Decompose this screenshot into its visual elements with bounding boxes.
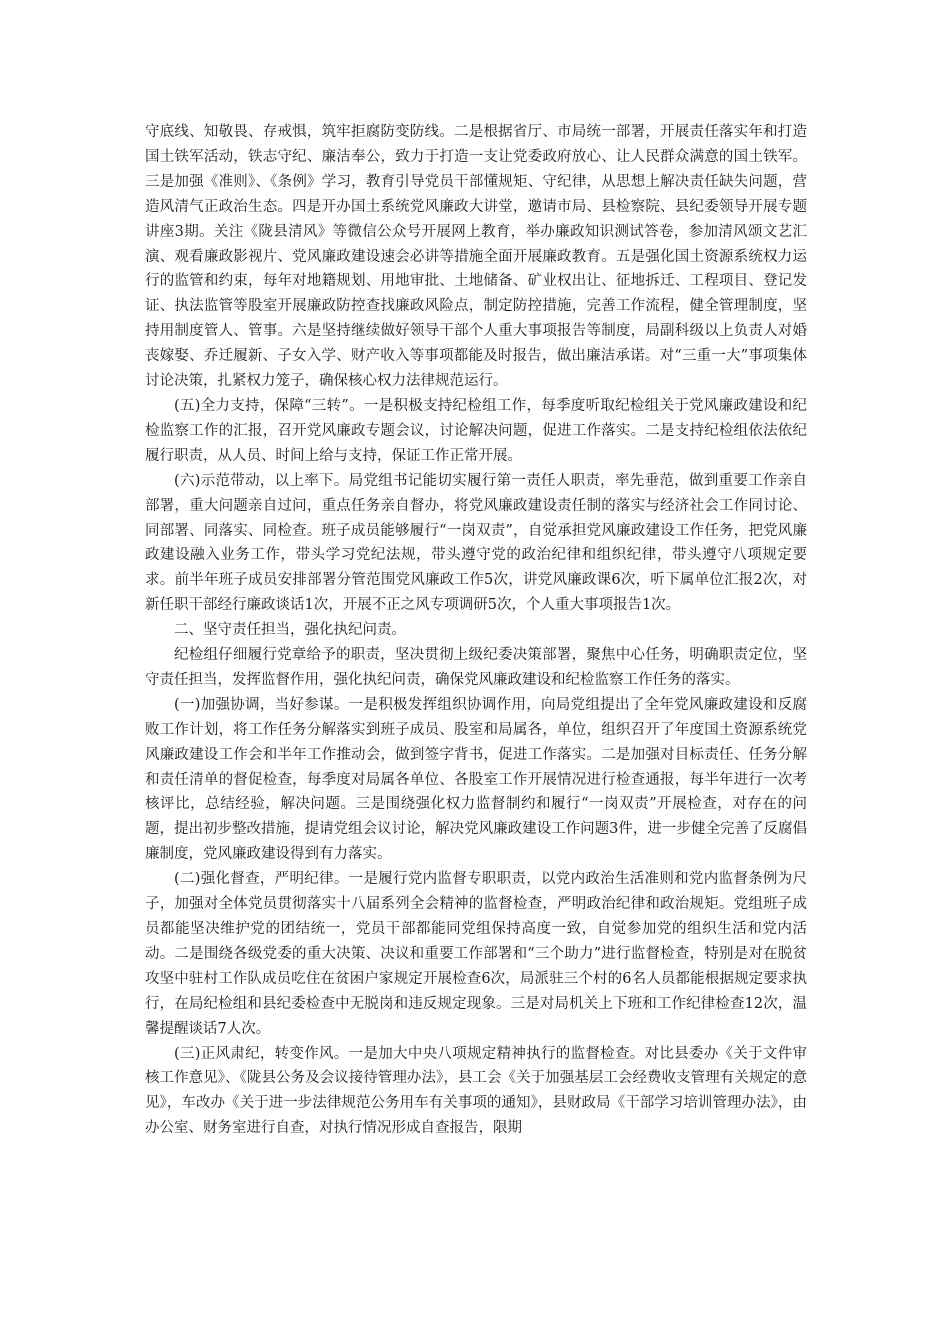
- section-heading-2: 二、坚守责任担当，强化执纪问责。: [174, 622, 406, 639]
- paragraph-section-5: (五)全力支持，保障“三转”。一是积极支持纪检组工作，每季度听取纪检组关于党风廉政建设和纪检监察工作的汇报，召开党风廉政专题会议，讨论解决问题，促进工作落实。二是支持纪检组依法依纪履行职责，从人员、时间上给与支持，保证工作正常开展。: [145, 397, 807, 464]
- paragraph-subsection-1: (一)加强协调，当好参谋。一是积极发挥组织协调作用，向局党组提出了全年党风廉政建设和反腐败工作计划，将工作任务分解落实到班子成员、股室和局属各，单位，组织召开了年度国土资源系统党风廉政建设工作会和半年工作推动会，做到签字背书，促进工作落实。二是加强对目标责任、任务分解和责任清单的督促检查，每季度对局属各单位、各股室工作开展情况进行检查通报，每半年进行一次考核评比，总结经验，解决问题。三是围绕强化权力监督制约和履行“一岗双责”开展检查，对存在的问题，提出初步整改措施，提请党组会议讨论，解决党风廉政建设工作问题3件，进一步健全完善了反腐倡廉制度，党风廉政建设得到有力落实。: [145, 696, 807, 863]
- paragraph-subsection-3: (三)正风肃纪，转变作风。一是加大中央八项规定精神执行的监督检查。对比县委办《关于文件审核工作意见》、《陇县公务及会议接待管理办法》，县工会《关于加强基层工会经费收支管理有关规定的意见》，车改办《关于进一步法律规范公务用车有关事项的通知》，县财政局《干部学习培训管理办法》，由办公室、财务室进行自查，对执行情况形成自查报告，限期: [145, 1045, 807, 1137]
- paragraph-section-6: (六)示范带动，以上率下。局党组书记能切实履行第一责任人职责，率先垂范，做到重要工作亲自部署，重大问题亲自过问，重点任务亲自督办，将党风廉政建设责任制的落实与经济社会工作同讨论、同部署、同落实、同检查。班子成员能够履行“一岗双责”，自觉承担党风廉政建设工作任务，把党风廉政建设融入业务工作，带头学习党纪法规，带头遵守党的政治纪律和组织纪律，带头遵守八项规定要求。前半年班子成员安排部署分管范围党风廉政工作5次，讲党风廉政课6次，听下属单位汇报2次，对新任职干部经行廉政谈话1次，开展不正之风专项调研5次，个人重大事项报告1次。: [145, 472, 807, 614]
- paragraph-subsection-2: (二)强化督查，严明纪律。一是履行党内监督专职职责，以党内政治生活准则和党内监督条例为尺子，加强对全体党员贯彻落实十八届系列全会精神的监督检查，严明政治纪律和政治规矩。党组班子成员都能坚决维护党的团结统一，党员干部都能同党组保持高度一致，自觉参加党的组织生活和党内活动。二是围绕各级党委的重大决策、决议和重要工作部署和“三个助力”进行监督检查，特别是对在脱贫攻坚中驻村工作队成员吃住在贫困户家规定开展检查6次，局派驻三个村的6名人员都能根据规定要求执行，在局纪检组和县纪委检查中无脱岗和违反规定现象。三是对局机关上下班和工作纪律检查12次，温馨提醒谈话7人次。: [145, 871, 807, 1037]
- paragraph-continuation: 守底线、知敬畏、存戒惧，筑牢拒腐防变防线。二是根据省厅、市局统一部署，开展责任落实年和打造国土铁军活动，铁志守纪、廉洁奉公，致力于打造一支让党委政府放心、让人民群众满意的国土铁军。三是加强《准则》、《条例》学习，教育引导党员干部懂规矩、守纪律，从思想上解决责任缺失问题，营造风清气正政治生态。四是开办国土系统党风廉政大讲堂，邀请市局、县检察院、县纪委领导开展专题讲座3期。关注《陇县清风》等微信公众号开展网上教育，举办廉政知识测试答卷，参加清风颂文艺汇演、观看廉政影视片、党风廉政建设速会必讲等措施全面开展廉政教育。五是强化国土资源系统权力运行的监管和约束，每年对地籍规划、用地审批、土地储备、矿业权出让、征地拆迁、工程项目、登记发证、执法监管等股室开展廉政防控查找廉政风险点，制定防控措施，完善工作流程，健全管理制度，坚持用制度管人、管事。六是坚持继续做好领导干部个人重大事项报告等制度，局副科级以上负责人对婚丧嫁娶、乔迁履新、子女入学、财产收入等事项都能及时报告，做出廉洁承诺。对“三重一大”事项集体讨论决策，扎紧权力笼子，确保核心权力法律规范运行。: [145, 124, 807, 390]
- paragraph-intro-2: 纪检组仔细履行党章给予的职责，坚决贯彻上级纪委决策部署，聚焦中心任务，明确职责定位，坚守责任担当，发挥监督作用，强化执纪问责，确保党风廉政建设和纪检监察工作任务的落实。: [145, 647, 807, 688]
- document-body: [145, 120, 807, 1141]
